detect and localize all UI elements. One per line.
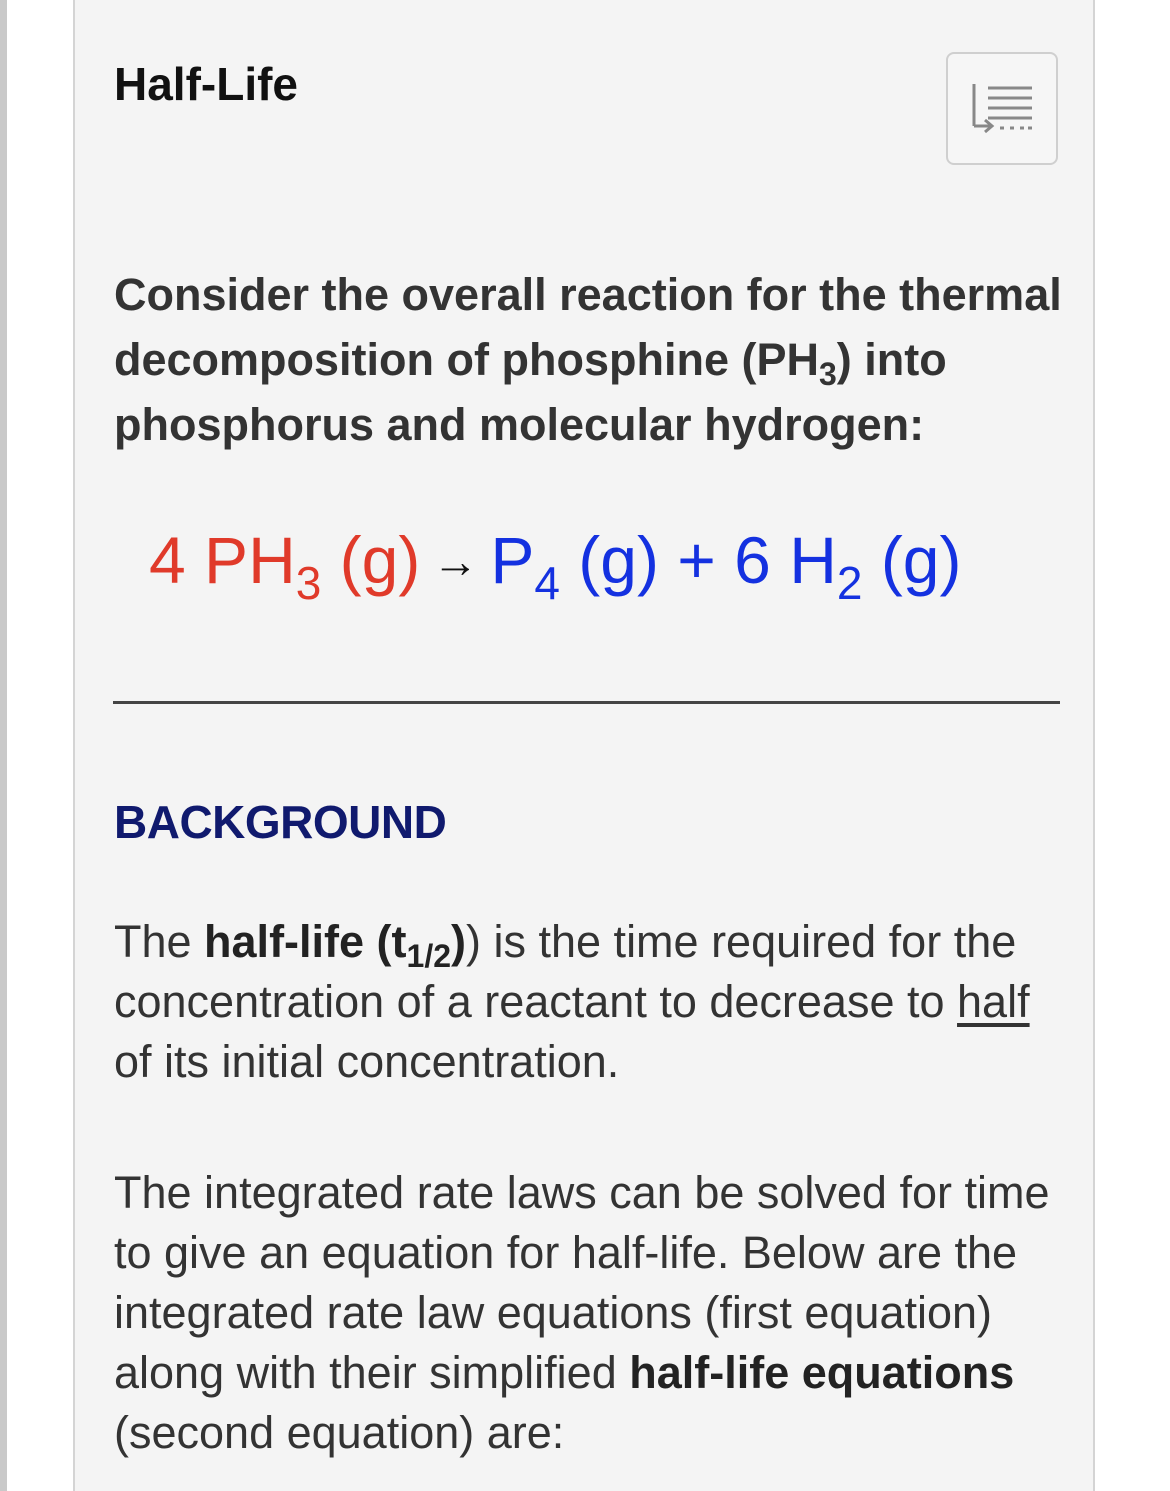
- intro-paragraph: Consider the overall reaction for the thermal decomposition of phosphine $(PH_3)$ into phosphorus and molecular hydrogen:: [114, 269, 1062, 450]
- content-card: [73, 0, 1095, 1491]
- reactant: 4 $PH_3$ (g): [149, 523, 421, 609]
- products: $P_4$ (g) + 6 $H_2$ (g): [490, 523, 962, 609]
- half-life-definition: The half-life $(t_{1/2})$) is the time required for the concentration of a reactant to decrease to half of its initial concentration.: [114, 916, 1030, 1087]
- half-underline: half: [957, 976, 1030, 1027]
- reaction-arrow: →: [432, 535, 479, 587]
- background-heading: BACKGROUND: [114, 796, 447, 848]
- section-divider: [113, 701, 1060, 704]
- reaction-equation: [149, 520, 962, 609]
- page-title: Half-Life: [114, 58, 298, 110]
- left-edge-border: [0, 0, 7, 1491]
- list-menu-icon: [970, 78, 1036, 140]
- menu-button[interactable]: [946, 52, 1058, 165]
- integrated-rate-laws-paragraph: The integrated rate laws can be solved for time to give an equation for half-life. Below are the integrated rate law equations (first equation) along with their simplified half-life equations (second equation) are:: [114, 1167, 1050, 1458]
